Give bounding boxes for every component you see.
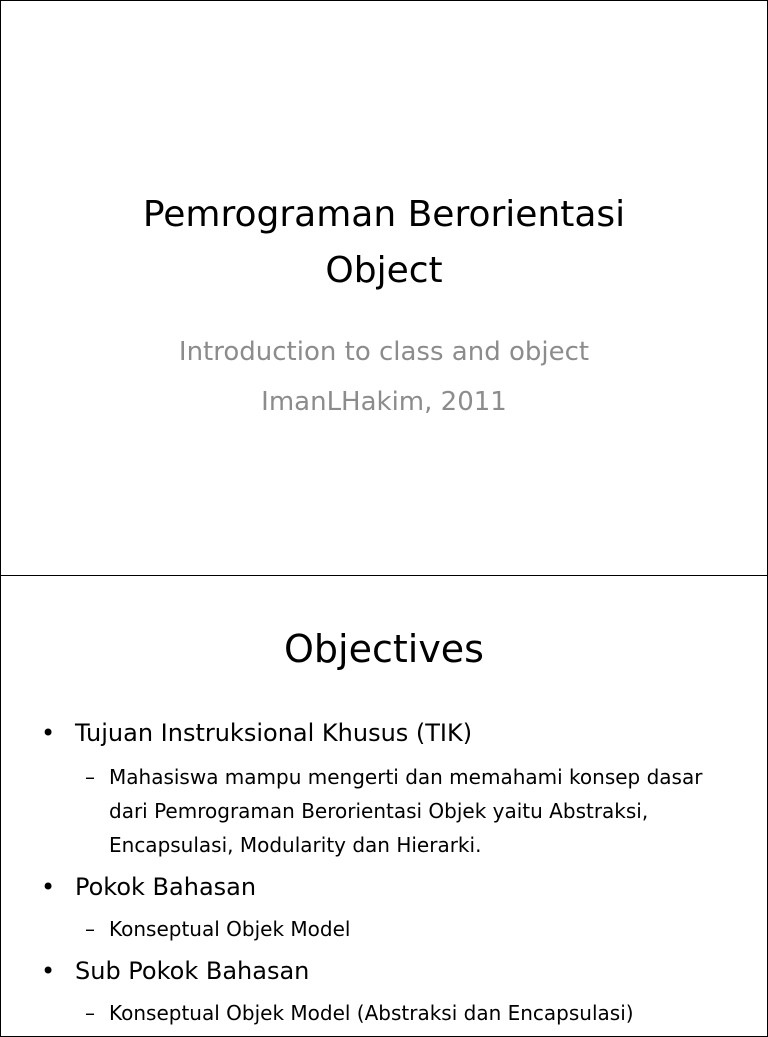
bullet-item [1, 870, 767, 904]
sub-bullet-text: Mahasiswa mampu mengerti dan memahami konsep dasar dari Pemrograman Berorientasi Objek yaitu Abstraksi, Encapsulasi, Modularity dan Hierarki. [109, 765, 703, 857]
sub-bullet-item [1, 760, 767, 862]
bullet-dot-icon: • [41, 957, 56, 985]
bullet-dot-icon: • [41, 873, 56, 901]
dash-icon: – [85, 917, 95, 941]
sub-bullet-text: Konseptual Objek Model [109, 917, 351, 941]
dash-icon: – [85, 1001, 95, 1025]
presentation-title [1, 187, 767, 299]
title-line-2: Object [325, 250, 443, 291]
bullet-item [1, 954, 767, 988]
sub-bullet-item [1, 912, 767, 946]
title-line-1: Pemrograman Berorientasi [142, 194, 626, 235]
slide-objectives [0, 575, 768, 1037]
sub-bullet-text: Konseptual Objek Model (Abstraksi dan Encapsulasi) [109, 1001, 634, 1025]
bullet-text: Sub Pokok Bahasan [75, 957, 310, 985]
bullet-dot-icon: • [41, 719, 56, 747]
bullet-list [1, 716, 767, 1030]
sub-bullet-item [1, 996, 767, 1030]
bullet-item [1, 716, 767, 750]
bullet-text: Pokok Bahasan [75, 873, 257, 901]
bullet-text: Tujuan Instruksional Khusus (TIK) [75, 719, 473, 747]
subtitle-line-1: Introduction to class and object [178, 337, 590, 367]
slide-heading: Objectives [284, 627, 484, 671]
dash-icon: – [85, 765, 95, 789]
subtitle-line-2: ImanLHakim, 2011 [261, 387, 507, 417]
